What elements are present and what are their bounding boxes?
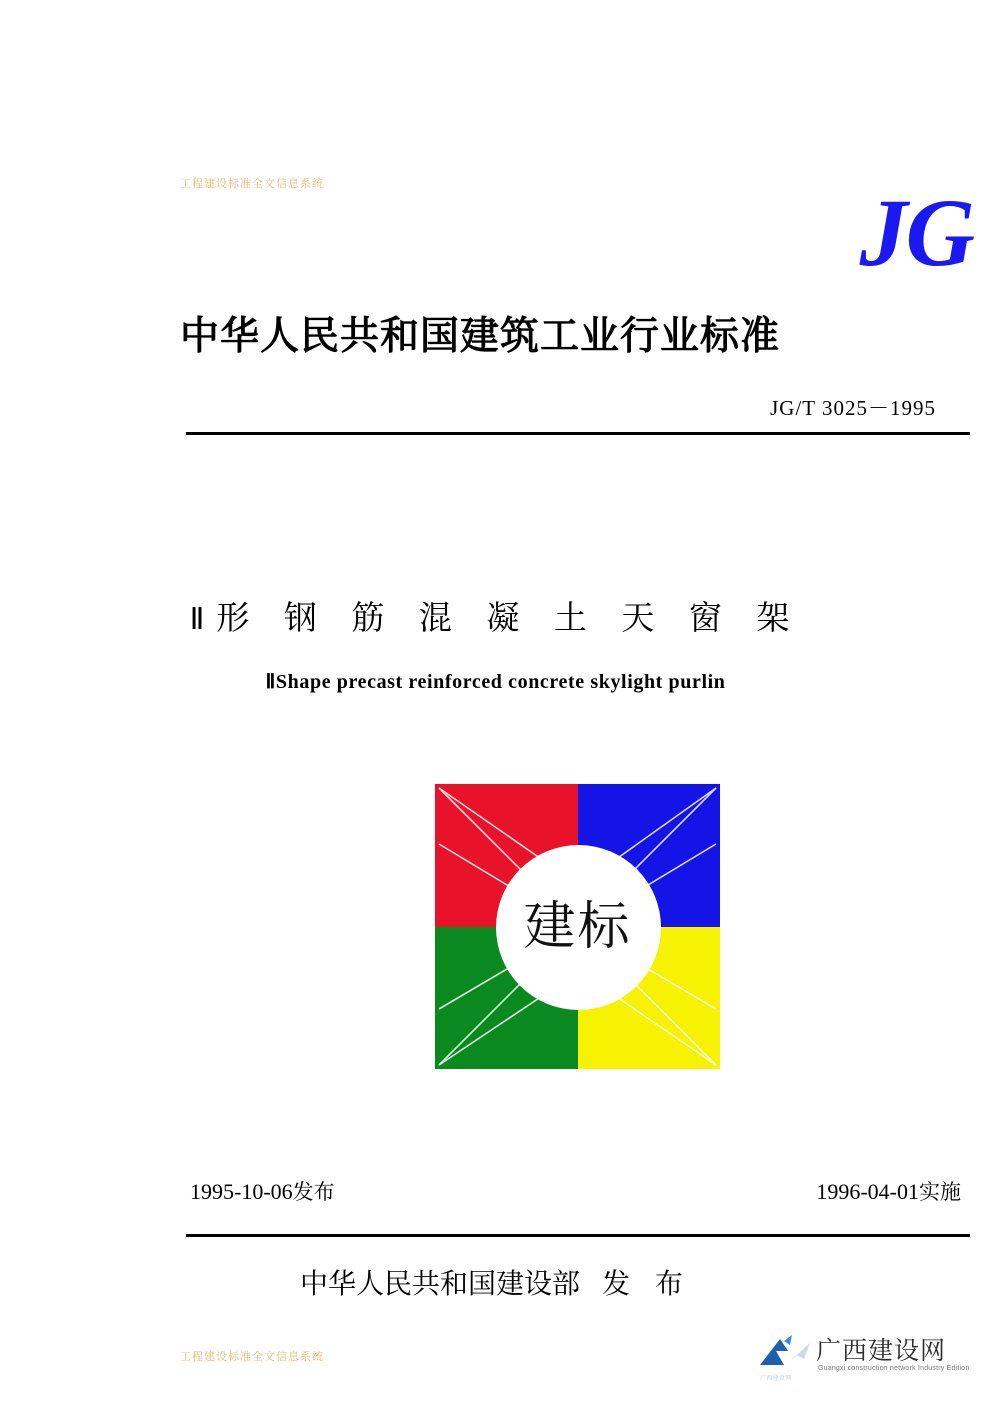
swoosh-icon [758, 1333, 818, 1373]
pi-symbol: Ⅱ [189, 603, 217, 636]
issue-date-block [190, 1176, 335, 1206]
standard-number: JG/T 3025－1995 [770, 396, 936, 420]
gxjsw-subtitle: Guangxi construction network Industry Edition [818, 1365, 970, 1372]
issue-date-label: 发布 [292, 1180, 335, 1204]
publisher-action: 发 布 [602, 1267, 691, 1300]
effective-date-block [816, 1176, 961, 1206]
jianbiao-emblem [435, 784, 720, 1069]
publisher-name: 中华人民共和国建设部 [300, 1267, 581, 1300]
watermark-bottom: 工程建设标准全文信息系统 [180, 1351, 324, 1363]
effective-date: 1996-04-01 [816, 1179, 919, 1204]
gxjsw-logo [758, 1329, 973, 1389]
divider-top [186, 432, 970, 435]
document-title-cn [0, 592, 991, 639]
watermark-top: 工程建设标准全文信息系统 [180, 178, 324, 190]
gxjsw-tiny-text: 广西建设网 [760, 1376, 792, 1382]
effective-date-label: 实施 [919, 1180, 961, 1204]
document-title-cn-text: 形 钢 筋 混 凝 土 天 窗 架 [216, 598, 802, 637]
publisher-line [0, 1262, 991, 1302]
standard-series-title: 中华人民共和国建筑工业行业标准 [180, 314, 781, 359]
divider-bottom [186, 1234, 970, 1237]
issue-date: 1995-10-06 [190, 1179, 293, 1204]
document-title-en: ⅡShape precast reinforced concrete skylight purlin [265, 671, 726, 693]
jg-logo: JG [859, 179, 973, 286]
emblem-label: 建标 [523, 896, 632, 957]
gxjsw-name: 广西建设网 [816, 1336, 947, 1365]
